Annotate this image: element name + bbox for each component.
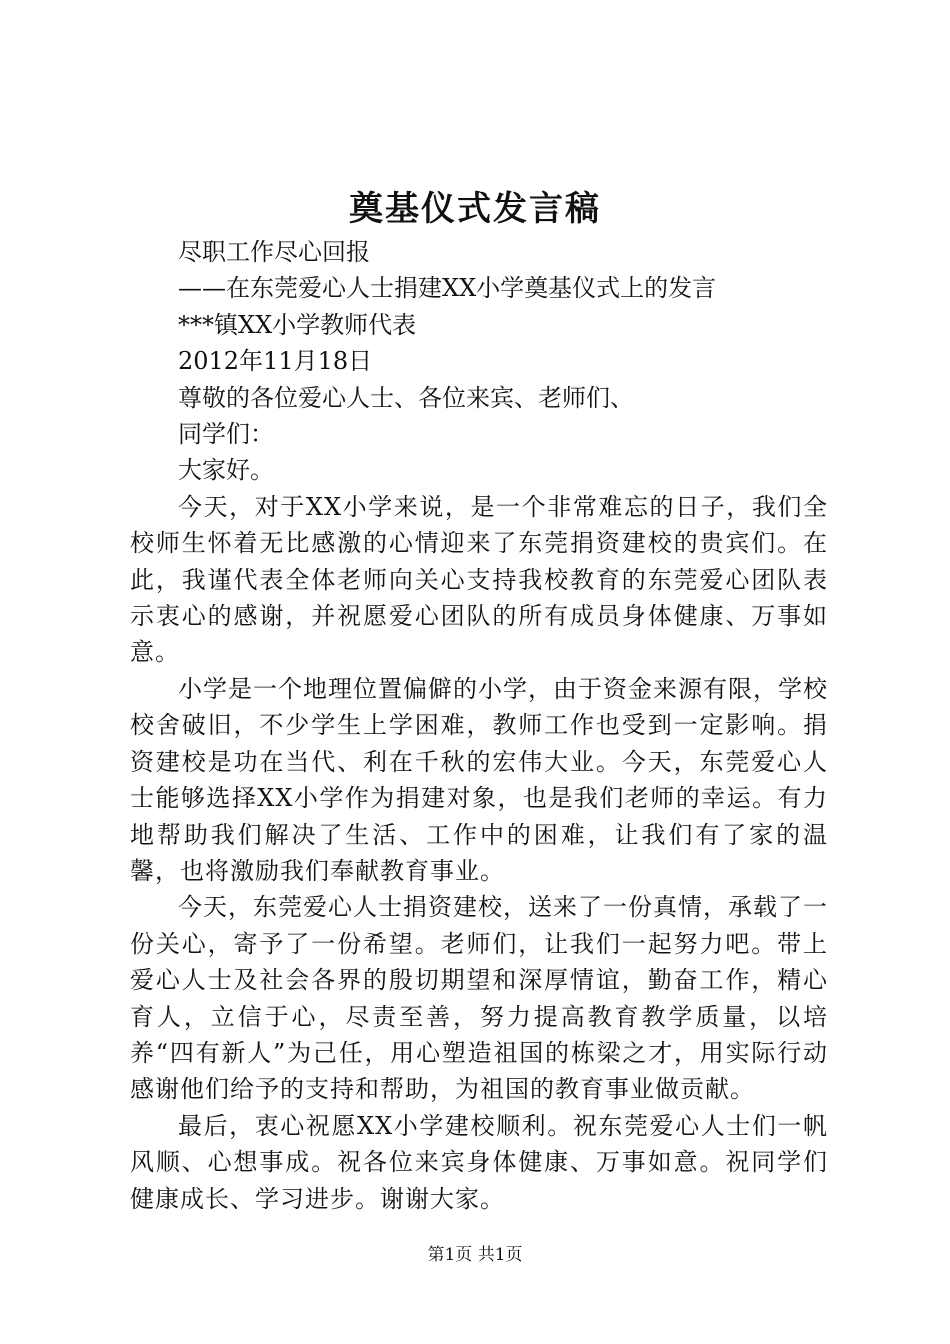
salutation-line-1: 尊敬的各位爱心人士、各位来宾、老师们、 — [178, 383, 634, 412]
body-paragraph: 小学是一个地理位置偏僻的小学，由于资金来源有限，学校校舍破旧，不少学生上学困难，教师工作也受到一定影响。捐资建校是功在当代、利在千秋的宏伟大业。今天，东莞爱心人士能够选择XX小学作为捐建对象，也是我们老师的幸运。有力地帮助我们解决了生活、工作中的困难，让我们有了家的温馨，也将激励我们奉献教育事业。 — [130, 674, 828, 885]
body-paragraph: 最后，衷心祝愿XX小学建校顺利。祝东莞爱心人士们一帆风顺、心想事成。祝各位来宾身体健康、万事如意。祝同学们健康成长、学习进步。谢谢大家。 — [130, 1111, 828, 1213]
salutation-line-2: 同学们： — [178, 420, 274, 449]
body-paragraph: 今天，东莞爱心人士捐资建校，送来了一份真情，承载了一份关心，寄予了一份希望。老师们，让我们一起努力吧。带上爱心人士及社会各界的殷切期望和深厚情谊，勤奋工作，精心育人，立信于心，尽责至善，努力提高教育教学质量，以培养“四有新人”为己任，用心塑造祖国的栋梁之才，用实际行动感谢他们给予的支持和帮助，为祖国的教育事业做贡献。 — [130, 893, 828, 1104]
speaker-line: ***镇XX小学教师代表 — [178, 310, 417, 339]
document-title: 奠基仪式发言稿 — [349, 189, 601, 229]
document-body — [130, 234, 828, 1217]
page-footer: 第1页 共1页 — [427, 1245, 523, 1265]
speech-date: 2012年11月18日 — [178, 347, 373, 376]
greeting-line: 大家好。 — [178, 456, 274, 485]
speech-subtitle: 尽职工作尽心回报 — [178, 238, 370, 266]
speech-occasion: ——在东莞爱心人士捐建XX小学奠基仪式上的发言 — [178, 274, 717, 303]
body-paragraph: 今天，对于XX小学来说，是一个非常难忘的日子，我们全校师生怀着无比感激的心情迎来了东莞捐资建校的贵宾们。在此，我谨代表全体老师向关心支持我校教育的东莞爱心团队表示衷心的感谢，并祝愿爱心团队的所有成员身体健康、万事如意。 — [130, 492, 828, 667]
